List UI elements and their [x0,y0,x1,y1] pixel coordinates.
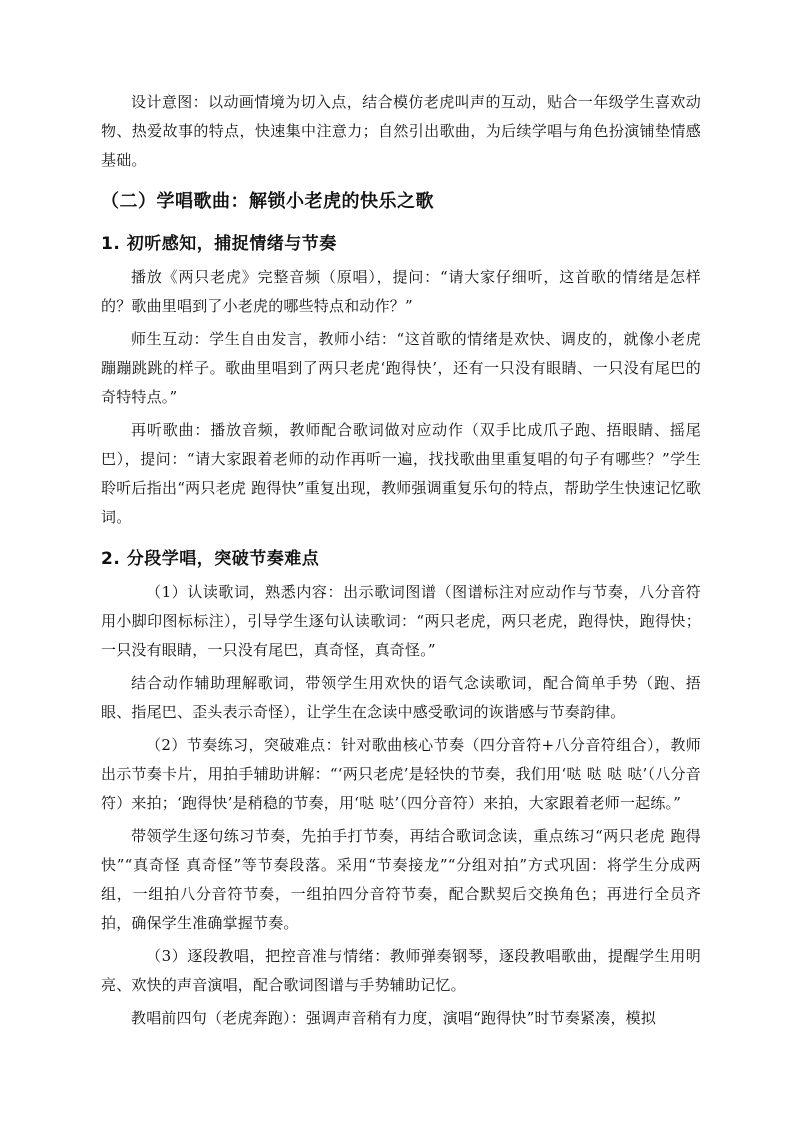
first-four-lines-paragraph: 教唱前四句（老虎奔跑）：强调声音稍有力度，演唱“跑得快”时节奏紧凑，模拟 [131,1009,657,1027]
rhythm-practice-paragraph: （2）节奏练习，突破难点：针对歌曲核心节奏（四分音符+八分音符组合），教师出示节奏卡片，用拍手辅助讲解：“‘两只老虎’是轻快的节奏，我们用‘哒 哒 哒 哒’（八分音符）来拍；‘跑得快’是稍稳的节奏，用‘哒 哒’（四分音符）来拍，大家跟着老师一起练。” [101,736,701,812]
design-intent-paragraph: 设计意图：以动画情境为切入点，结合模仿老虎叫声的互动，贴合一年级学生喜欢动物、热爱故事的特点，快速集中注意力；自然引出歌曲，为后续学唱与角色扮演铺垫情感基础。 [101,93,701,169]
subsection-title-2: 2. 分段学唱，突破节奏难点 [101,549,320,569]
subsection-title-1: 1. 初听感知，捕捉情绪与节奏 [101,234,337,254]
listen-paragraph: 播放《两只老虎》完整音频（原唱），提问：“请大家仔细听，这首歌的情绪是怎样的？歌曲里唱到了小老虎的哪些特点和动作？” [101,268,701,315]
section-title: （二）学唱歌曲：解锁小老虎的快乐之歌 [101,191,434,212]
lyrics-gesture-paragraph: 结合动作辅助理解歌词，带领学生用欢快的语气念读歌词，配合简单手势（跑、捂眼、指尾巴、歪头表示奇怪），让学生在念读中感受歌词的诙谐感与节奏韵律。 [101,674,701,721]
rhythm-drill-paragraph: 带领学生逐句练习节奏，先拍手打节奏，再结合歌词念读，重点练习“两只老虎 跑得快”“真奇怪 真奇怪”等节奏段落。采用“节奏接龙”“分组对拍”方式巩固：将学生分成两组，一组拍八分音符节奏，一组拍四分音符节奏，配合默契后交换角色；再进行全员齐拍，确保学生准确掌握节奏。 [101,827,701,932]
document-page [101,88,701,1033]
teaching-singing-paragraph: （3）逐段教唱，把控音准与情绪：教师弹奏钢琴，逐段教唱歌曲，提醒学生用明亮、欢快的声音演唱，配合歌词图谱与手势辅助记忆。 [101,947,701,994]
lyrics-reading-paragraph: （1）认读歌词，熟悉内容：出示歌词图谱（图谱标注对应动作与节奏，八分音符用小脚印图标标注），引导学生逐句认读歌词：“两只老虎，两只老虎，跑得快，跑得快；一只没有眼睛，一只没有尾巴，真奇怪，真奇怪。” [101,583,701,659]
relisten-paragraph: 再听歌曲：播放音频，教师配合歌词做对应动作（双手比成爪子跑、捂眼睛、摇尾巴），提问：“请大家跟着老师的动作再听一遍，找找歌曲里重复唱的句子有哪些？”学生聆听后指出“两只老虎 跑得快”重复出现，教师强调重复乐句的特点，帮助学生快速记忆歌词。 [101,421,701,526]
interaction-paragraph: 师生互动：学生自由发言，教师小结：“这首歌的情绪是欢快、调皮的，就像小老虎蹦蹦跳跳的样子。歌曲里唱到了两只老虎‘跑得快’，还有一只没有眼睛、一只没有尾巴的奇特特点。” [101,330,701,406]
